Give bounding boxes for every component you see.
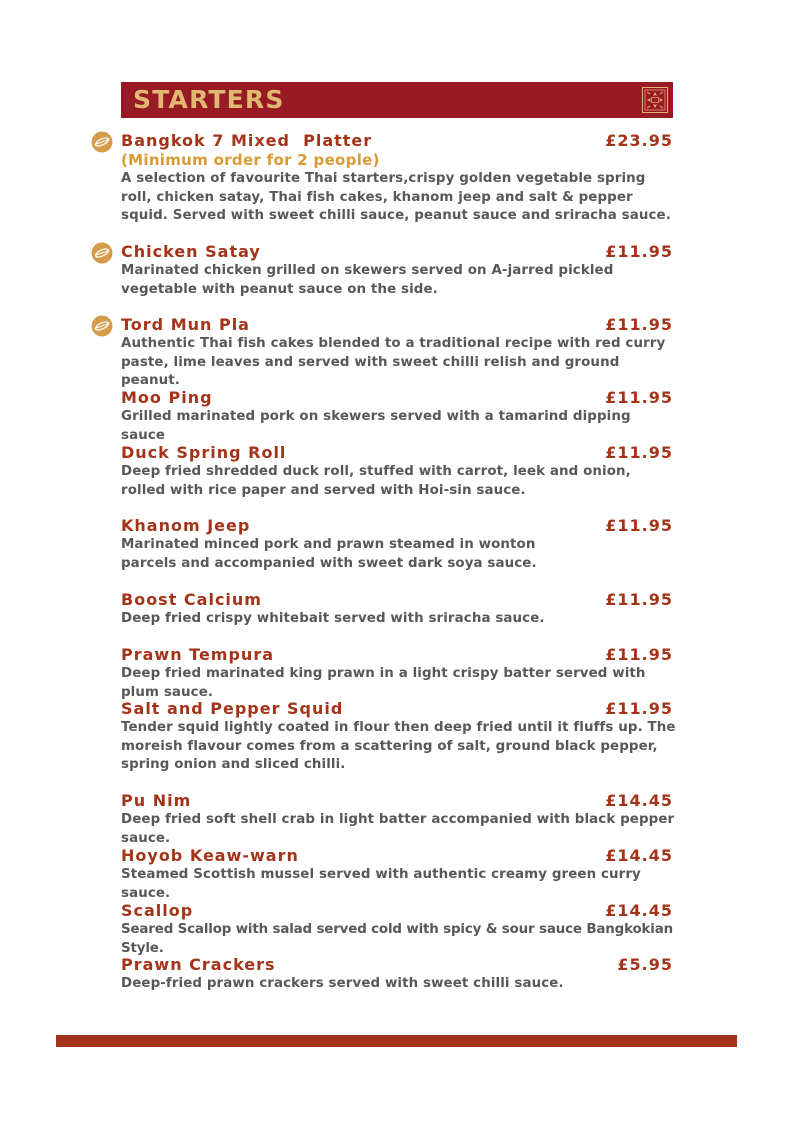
item-name: Moo Ping xyxy=(121,388,213,407)
item-description: Deep-fried prawn crackers served with sweet chilli sauce. xyxy=(121,976,564,991)
menu-item xyxy=(121,516,676,573)
recommended-icon xyxy=(91,242,113,264)
item-description: Deep fried shredded duck roll, stuffed with carrot, leek and onion, rolled with rice paper and served with Hoi-sin sauce. xyxy=(121,464,631,498)
item-description: Seared Scallop with salad served cold with spicy & sour sauce Bangkokian Style. xyxy=(121,922,673,956)
item-price: £11.95 xyxy=(605,242,673,261)
item-price: £23.95 xyxy=(605,131,673,150)
item-description: Marinated minced pork and prawn steamed in wonton parcels and accompanied with sweet dark soya sauce. xyxy=(121,537,537,571)
item-price: £11.95 xyxy=(605,516,673,535)
item-description: A selection of favourite Thai starters,crispy golden vegetable spring roll, chicken satay, Thai fish cakes, khanom jeep and salt & pepper squid. Served with sweet chilli sauce, peanut sauce and sriracha sauce. xyxy=(121,171,671,224)
item-description: Authentic Thai fish cakes blended to a traditional recipe with red curry paste, lime leaves and served with sweet chilli relish and ground peanut. xyxy=(121,336,666,389)
item-price: £5.95 xyxy=(617,955,673,974)
item-name: Prawn Crackers xyxy=(121,955,276,974)
recommended-icon xyxy=(91,131,113,153)
item-description: Marinated chicken grilled on skewers served on A-jarred pickled vegetable with peanut sauce on the side. xyxy=(121,263,614,297)
ornament-icon xyxy=(642,87,668,113)
menu-item xyxy=(121,699,676,775)
item-price: £11.95 xyxy=(605,443,673,462)
item-name: Duck Spring Roll xyxy=(121,443,287,462)
section-title: STARTERS xyxy=(133,85,285,114)
menu-item xyxy=(121,645,676,702)
item-description: Deep fried crispy whitebait served with sriracha sauce. xyxy=(121,611,545,626)
menu-item xyxy=(121,901,676,958)
item-name: Scallop xyxy=(121,901,194,920)
menu-item xyxy=(121,443,676,500)
item-description: Tender squid lightly coated in flour then deep fried until it fluffs up. The moreish flavour comes from a scattering of salt, ground black pepper, spring onion and sliced chilli. xyxy=(121,720,676,773)
item-name: Hoyob Keaw-warn xyxy=(121,846,299,865)
menu-item xyxy=(121,955,676,994)
menu-item xyxy=(121,388,676,445)
item-name: Salt and Pepper Squid xyxy=(121,699,344,718)
item-note: (Minimum order for 2 people) xyxy=(121,151,380,169)
footer-bar xyxy=(56,1035,737,1047)
item-price: £14.45 xyxy=(605,791,673,810)
item-description: Deep fried marinated king prawn in a light crispy batter served with plum sauce. xyxy=(121,666,646,700)
recommended-icon xyxy=(91,315,113,337)
menu-item xyxy=(121,315,676,391)
item-name: Khanom Jeep xyxy=(121,516,251,535)
item-description: Grilled marinated pork on skewers served with a tamarind dipping sauce xyxy=(121,409,631,443)
menu-item xyxy=(121,846,676,903)
item-price: £11.95 xyxy=(605,699,673,718)
item-name: Tord Mun Pla xyxy=(121,315,250,334)
item-price: £11.95 xyxy=(605,590,673,609)
item-name: Prawn Tempura xyxy=(121,645,274,664)
section-banner xyxy=(121,82,673,118)
menu-item xyxy=(121,791,676,848)
item-name: Pu Nim xyxy=(121,791,192,810)
menu-item xyxy=(121,131,676,226)
item-price: £14.45 xyxy=(605,901,673,920)
item-price: £11.95 xyxy=(605,315,673,334)
item-name: Bangkok 7 Mixed Platter xyxy=(121,131,373,150)
item-description: Steamed Scottish mussel served with authentic creamy green curry sauce. xyxy=(121,867,641,901)
item-price: £11.95 xyxy=(605,645,673,664)
menu-item xyxy=(121,242,676,299)
item-price: £14.45 xyxy=(605,846,673,865)
menu-item xyxy=(121,590,676,629)
item-name: Chicken Satay xyxy=(121,242,261,261)
item-price: £11.95 xyxy=(605,388,673,407)
item-name: Boost Calcium xyxy=(121,590,262,609)
item-description: Deep fried soft shell crab in light batter accompanied with black pepper sauce. xyxy=(121,812,675,846)
